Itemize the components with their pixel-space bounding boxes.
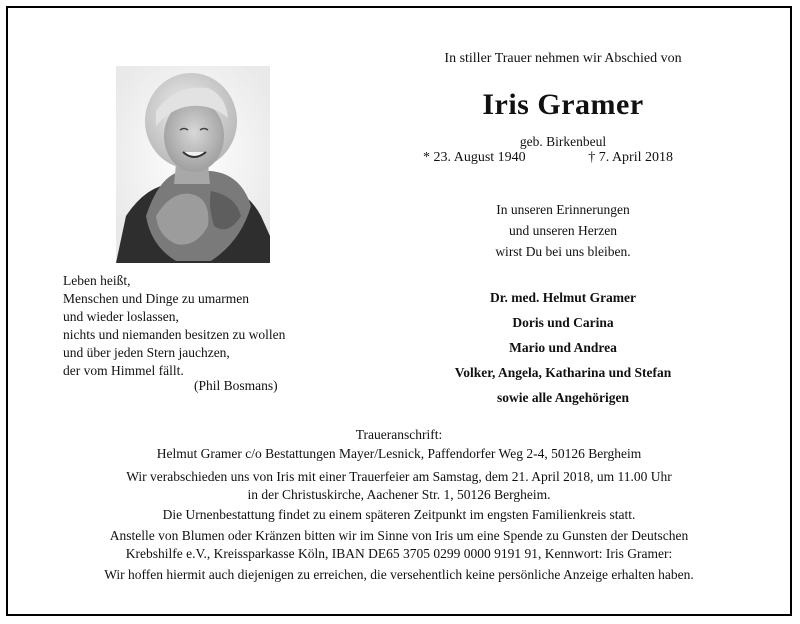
urn-burial-info: Die Urnenbestattung findet zu einem späteren Zeitpunkt im engsten Familienkreis statt. (162, 507, 636, 522)
portrait-image (116, 66, 270, 263)
poem (63, 272, 285, 380)
maiden-name: geb. Birkenbeul (519, 134, 607, 149)
poem-line: Menschen und Dinge zu umarmen (63, 291, 249, 306)
funeral-service-info (8, 468, 790, 504)
mourner: Volker, Angela, Katharina und Stefan (454, 365, 672, 380)
obituary-notice (6, 6, 792, 616)
mourner: Dr. med. Helmut Gramer (489, 290, 637, 305)
mourning-address: Helmut Gramer c/o Bestattungen Mayer/Lesnick, Paffendorfer Weg 2-4, 50126 Bergheim (156, 446, 642, 461)
address-title: Traueranschrift: (355, 427, 443, 442)
memorial-verse (418, 199, 708, 262)
verse-line: In unseren Erinnerungen (496, 202, 630, 217)
death-date: † 7. April 2018 (588, 150, 673, 165)
verse-line: wirst Du bei uns bleiben. (495, 244, 631, 259)
service-line: Wir verabschieden uns von Iris mit einer Trauerfeier am Samstag, dem 21. April 2018, um 11.00 Uhr (126, 469, 672, 484)
verse-line: und unseren Herzen (509, 223, 617, 238)
deceased-name: Iris Gramer (482, 88, 644, 121)
portrait-photo (116, 66, 270, 263)
mourner: sowie alle Angehörigen (497, 390, 629, 405)
intro-text: In stiller Trauer nehmen wir Abschied von (444, 51, 682, 66)
poem-line: und über jeden Stern jauchzen, (63, 345, 230, 360)
donation-info (8, 527, 790, 563)
mourner: Doris und Carina (512, 315, 614, 330)
donation-line: Krebshilfe e.V., Kreissparkasse Köln, IBAN DE65 3705 0299 0000 9191 91, Kennwort: Iris Gramer: (125, 546, 673, 561)
poem-line: der vom Himmel fällt. (63, 363, 184, 378)
mourners-list (408, 285, 718, 410)
service-line: in der Christuskirche, Aachener Str. 1, 50126 Bergheim. (247, 487, 551, 502)
poem-line: Leben heißt, (63, 273, 131, 288)
mourner: Mario und Andrea (509, 340, 617, 355)
poem-line: nichts und niemanden besitzen zu wollen (63, 327, 286, 342)
poem-line: und wieder loslassen, (63, 309, 179, 324)
poem-author: (Phil Bosmans) (194, 378, 278, 393)
life-dates (423, 150, 673, 166)
birth-date: * 23. August 1940 (423, 150, 526, 165)
donation-line: Anstelle von Blumen oder Kränzen bitten wir im Sinne von Iris um eine Spende zu Gunsten der Deutschen (109, 528, 689, 543)
closing-note: Wir hoffen hiermit auch diejenigen zu erreichen, die versehentlich keine persönliche Anzeige erhalten haben. (104, 567, 694, 582)
